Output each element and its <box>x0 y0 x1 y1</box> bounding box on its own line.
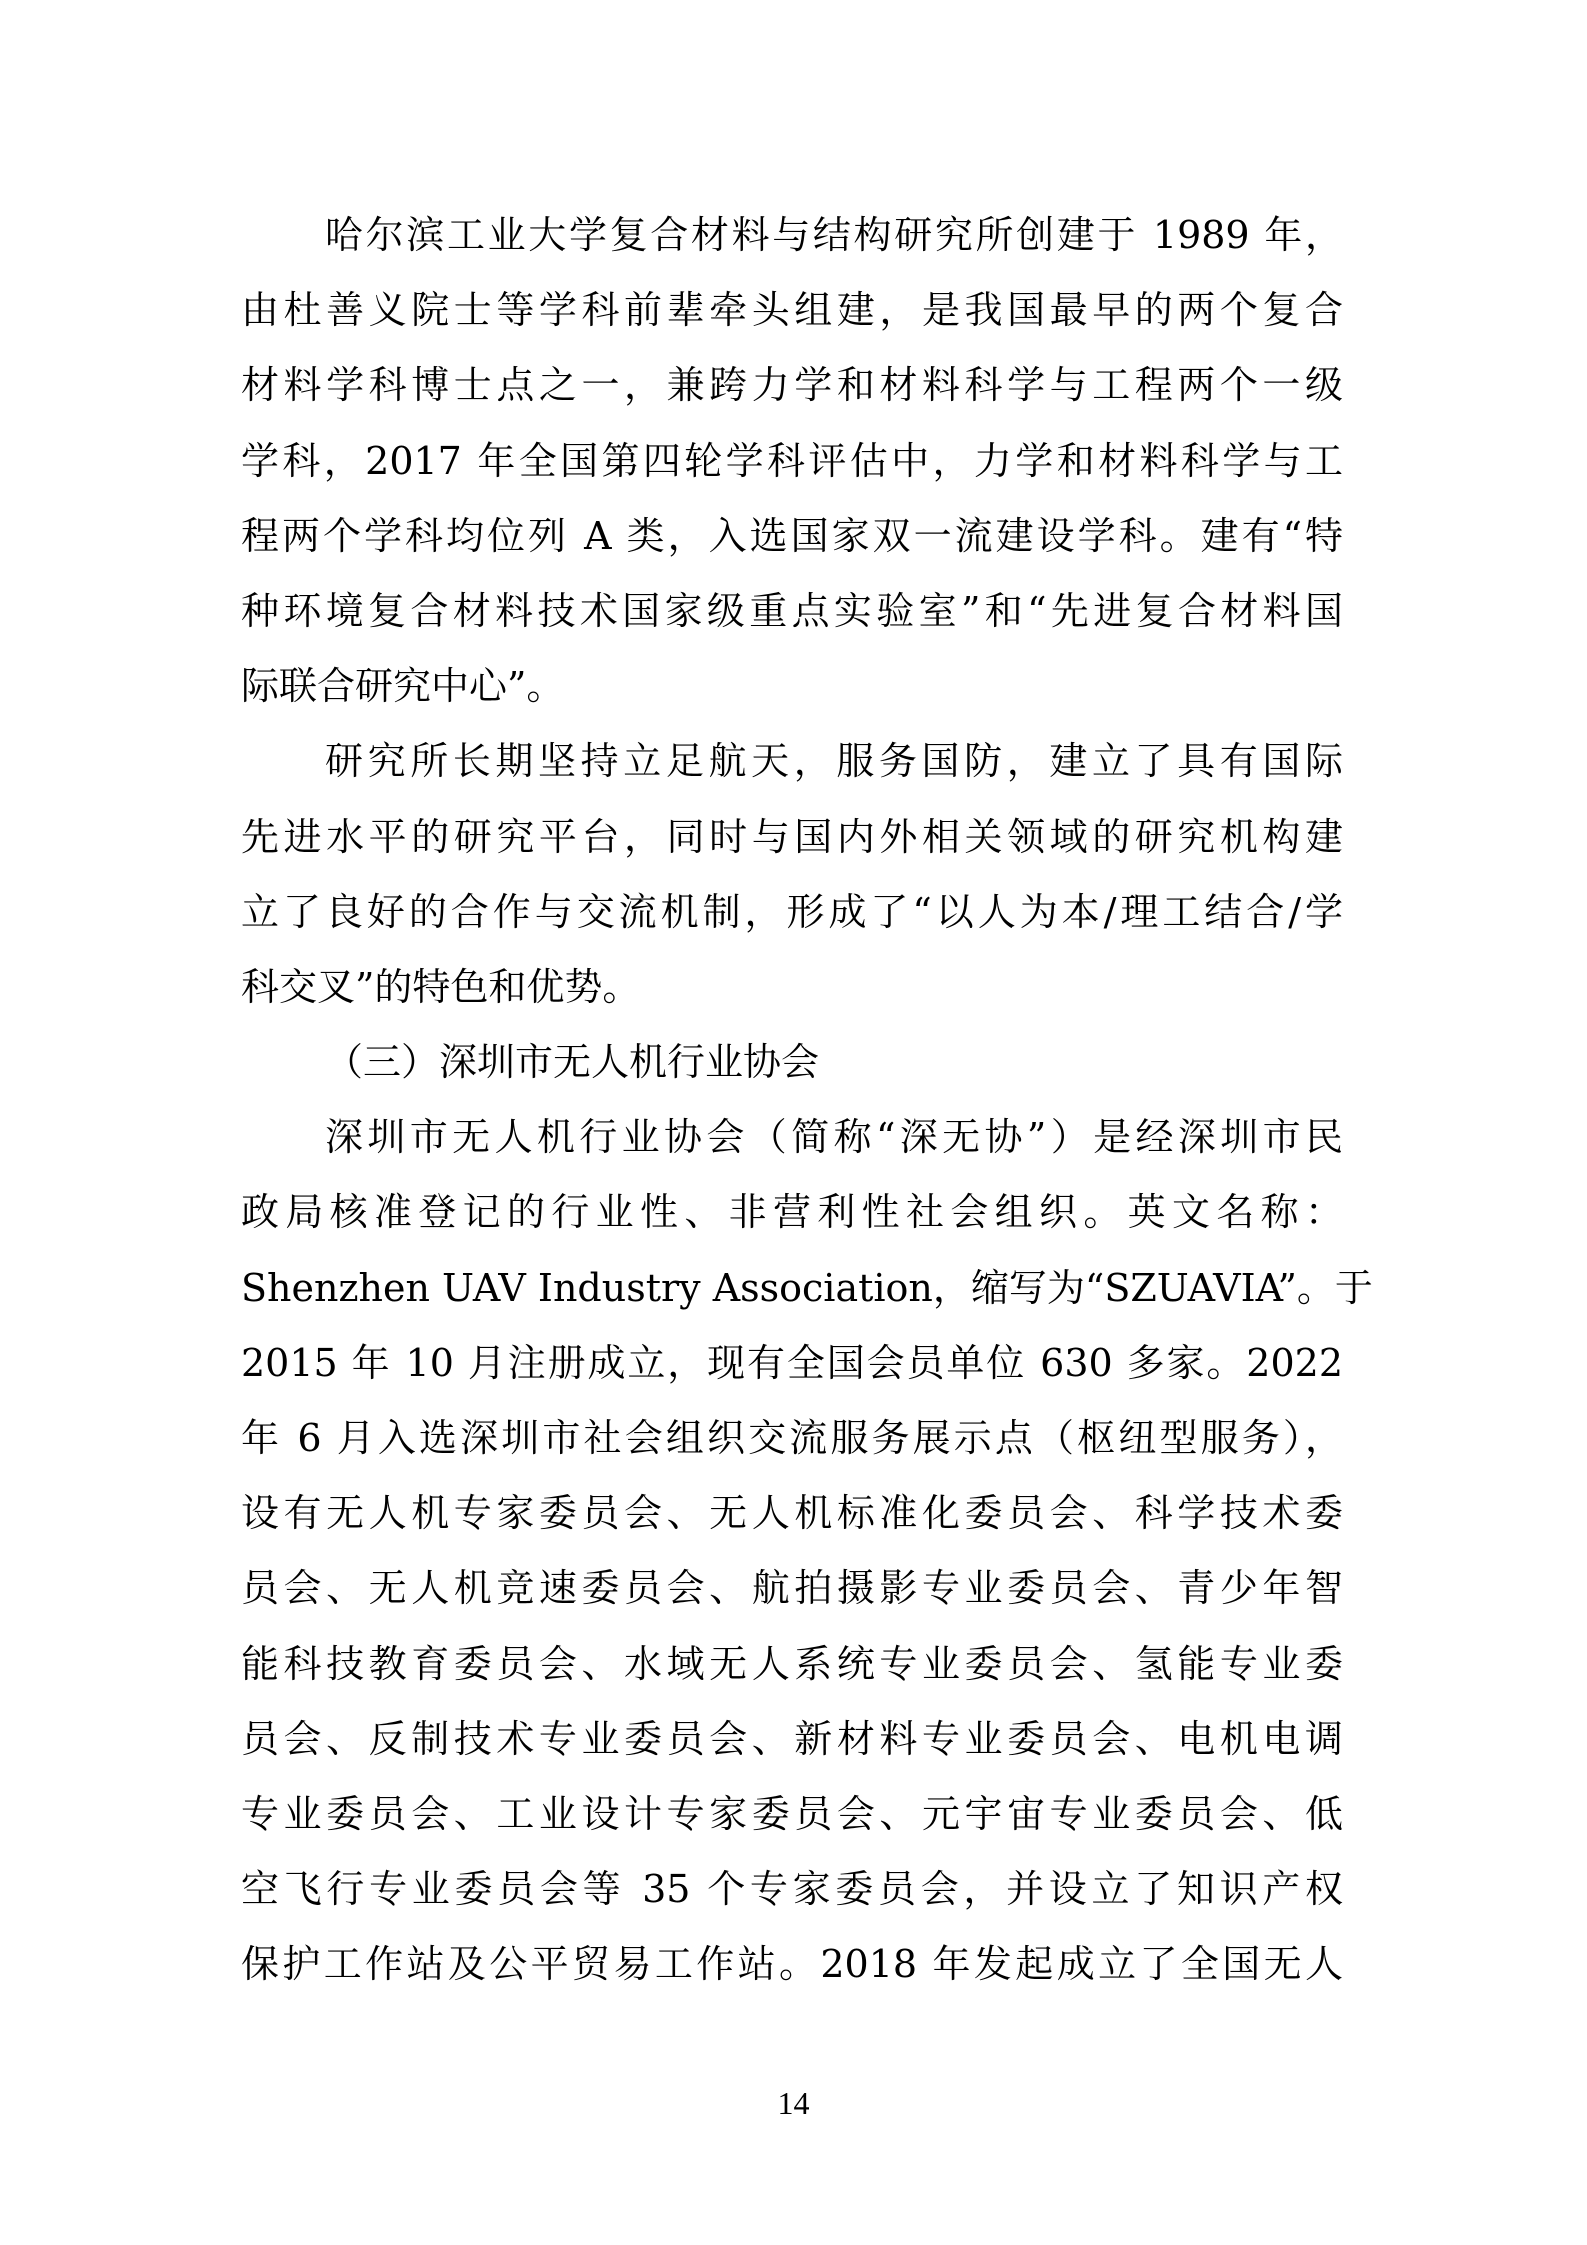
page-number: 14 <box>777 2085 810 2121</box>
text-line: 际联合研究中心”。 <box>241 664 565 709</box>
text-line: 研究所长期坚持立足航天，服务国防，建立了具有国际 <box>325 739 1343 784</box>
text-line: 程两个学科均位列 A 类，入选国家双一流建设学科。建有“特 <box>241 513 1343 558</box>
text-line: 空飞行专业委员会等 35 个专家委员会，并设立了知识产权 <box>241 1867 1343 1912</box>
text-line: 专业委员会、工业设计专家委员会、元宇宙专业委员会、低 <box>241 1791 1343 1836</box>
text-line: 由杜善义院士等学科前辈牵头组建，是我国最早的两个复合 <box>241 288 1343 333</box>
text-line: 年 6 月入选深圳市社会组织交流服务展示点（枢纽型服务）， <box>241 1416 1343 1460</box>
text-line: 哈尔滨工业大学复合材料与结构研究所创建于 1989 年， <box>325 213 1343 257</box>
text-line: 深圳市无人机行业协会（简称“深无协”）是经深圳市民 <box>325 1115 1343 1160</box>
text-line: 先进水平的研究平台，同时与国内外相关领域的研究机构建 <box>241 814 1343 859</box>
text-line: 立了良好的合作与交流机制，形成了“以人为本/理工结合/学 <box>241 889 1343 934</box>
text-line: 学科，2017 年全国第四轮学科评估中，力学和材料科学与工 <box>241 438 1343 483</box>
text-line: 保护工作站及公平贸易工作站。2018 年发起成立了全国无人 <box>241 1942 1343 1987</box>
text-line: 能科技教育委员会、水域无人系统专业委员会、氢能专业委 <box>241 1641 1343 1686</box>
text-line: 员会、反制技术专业委员会、新材料专业委员会、电机电调 <box>241 1716 1343 1761</box>
text-line: 政局核准登记的行业性、非营利性社会组织。英文名称： <box>241 1190 1343 1235</box>
text-line: 科交叉”的特色和优势。 <box>241 964 641 1009</box>
paragraph-hit-composite-institute <box>241 198 1343 724</box>
text-line: 设有无人机专家委员会、无人机标准化委员会、科学技术委 <box>241 1491 1343 1536</box>
text-line: 种环境复合材料技术国家级重点实验室”和“先进复合材料国 <box>241 588 1343 633</box>
text-line: 2015 年 10 月注册成立，现有全国会员单位 630 多家。2022 <box>241 1340 1343 1385</box>
body-text <box>241 198 1373 2003</box>
paragraph-institute-mission <box>241 724 1343 1025</box>
text-line: 员会、无人机竞速委员会、航拍摄影专业委员会、青少年智 <box>241 1566 1343 1611</box>
text-line: 材料学科博士点之一，兼跨力学和材料科学与工程两个一级 <box>241 363 1343 408</box>
paragraph-shenzhen-uav-association <box>241 1100 1373 2002</box>
section-heading: （三）深圳市无人机行业协会 <box>325 1040 820 1085</box>
text-line: Shenzhen UAV Industry Association，缩写为“SZUAVIA”。于 <box>241 1265 1373 1310</box>
